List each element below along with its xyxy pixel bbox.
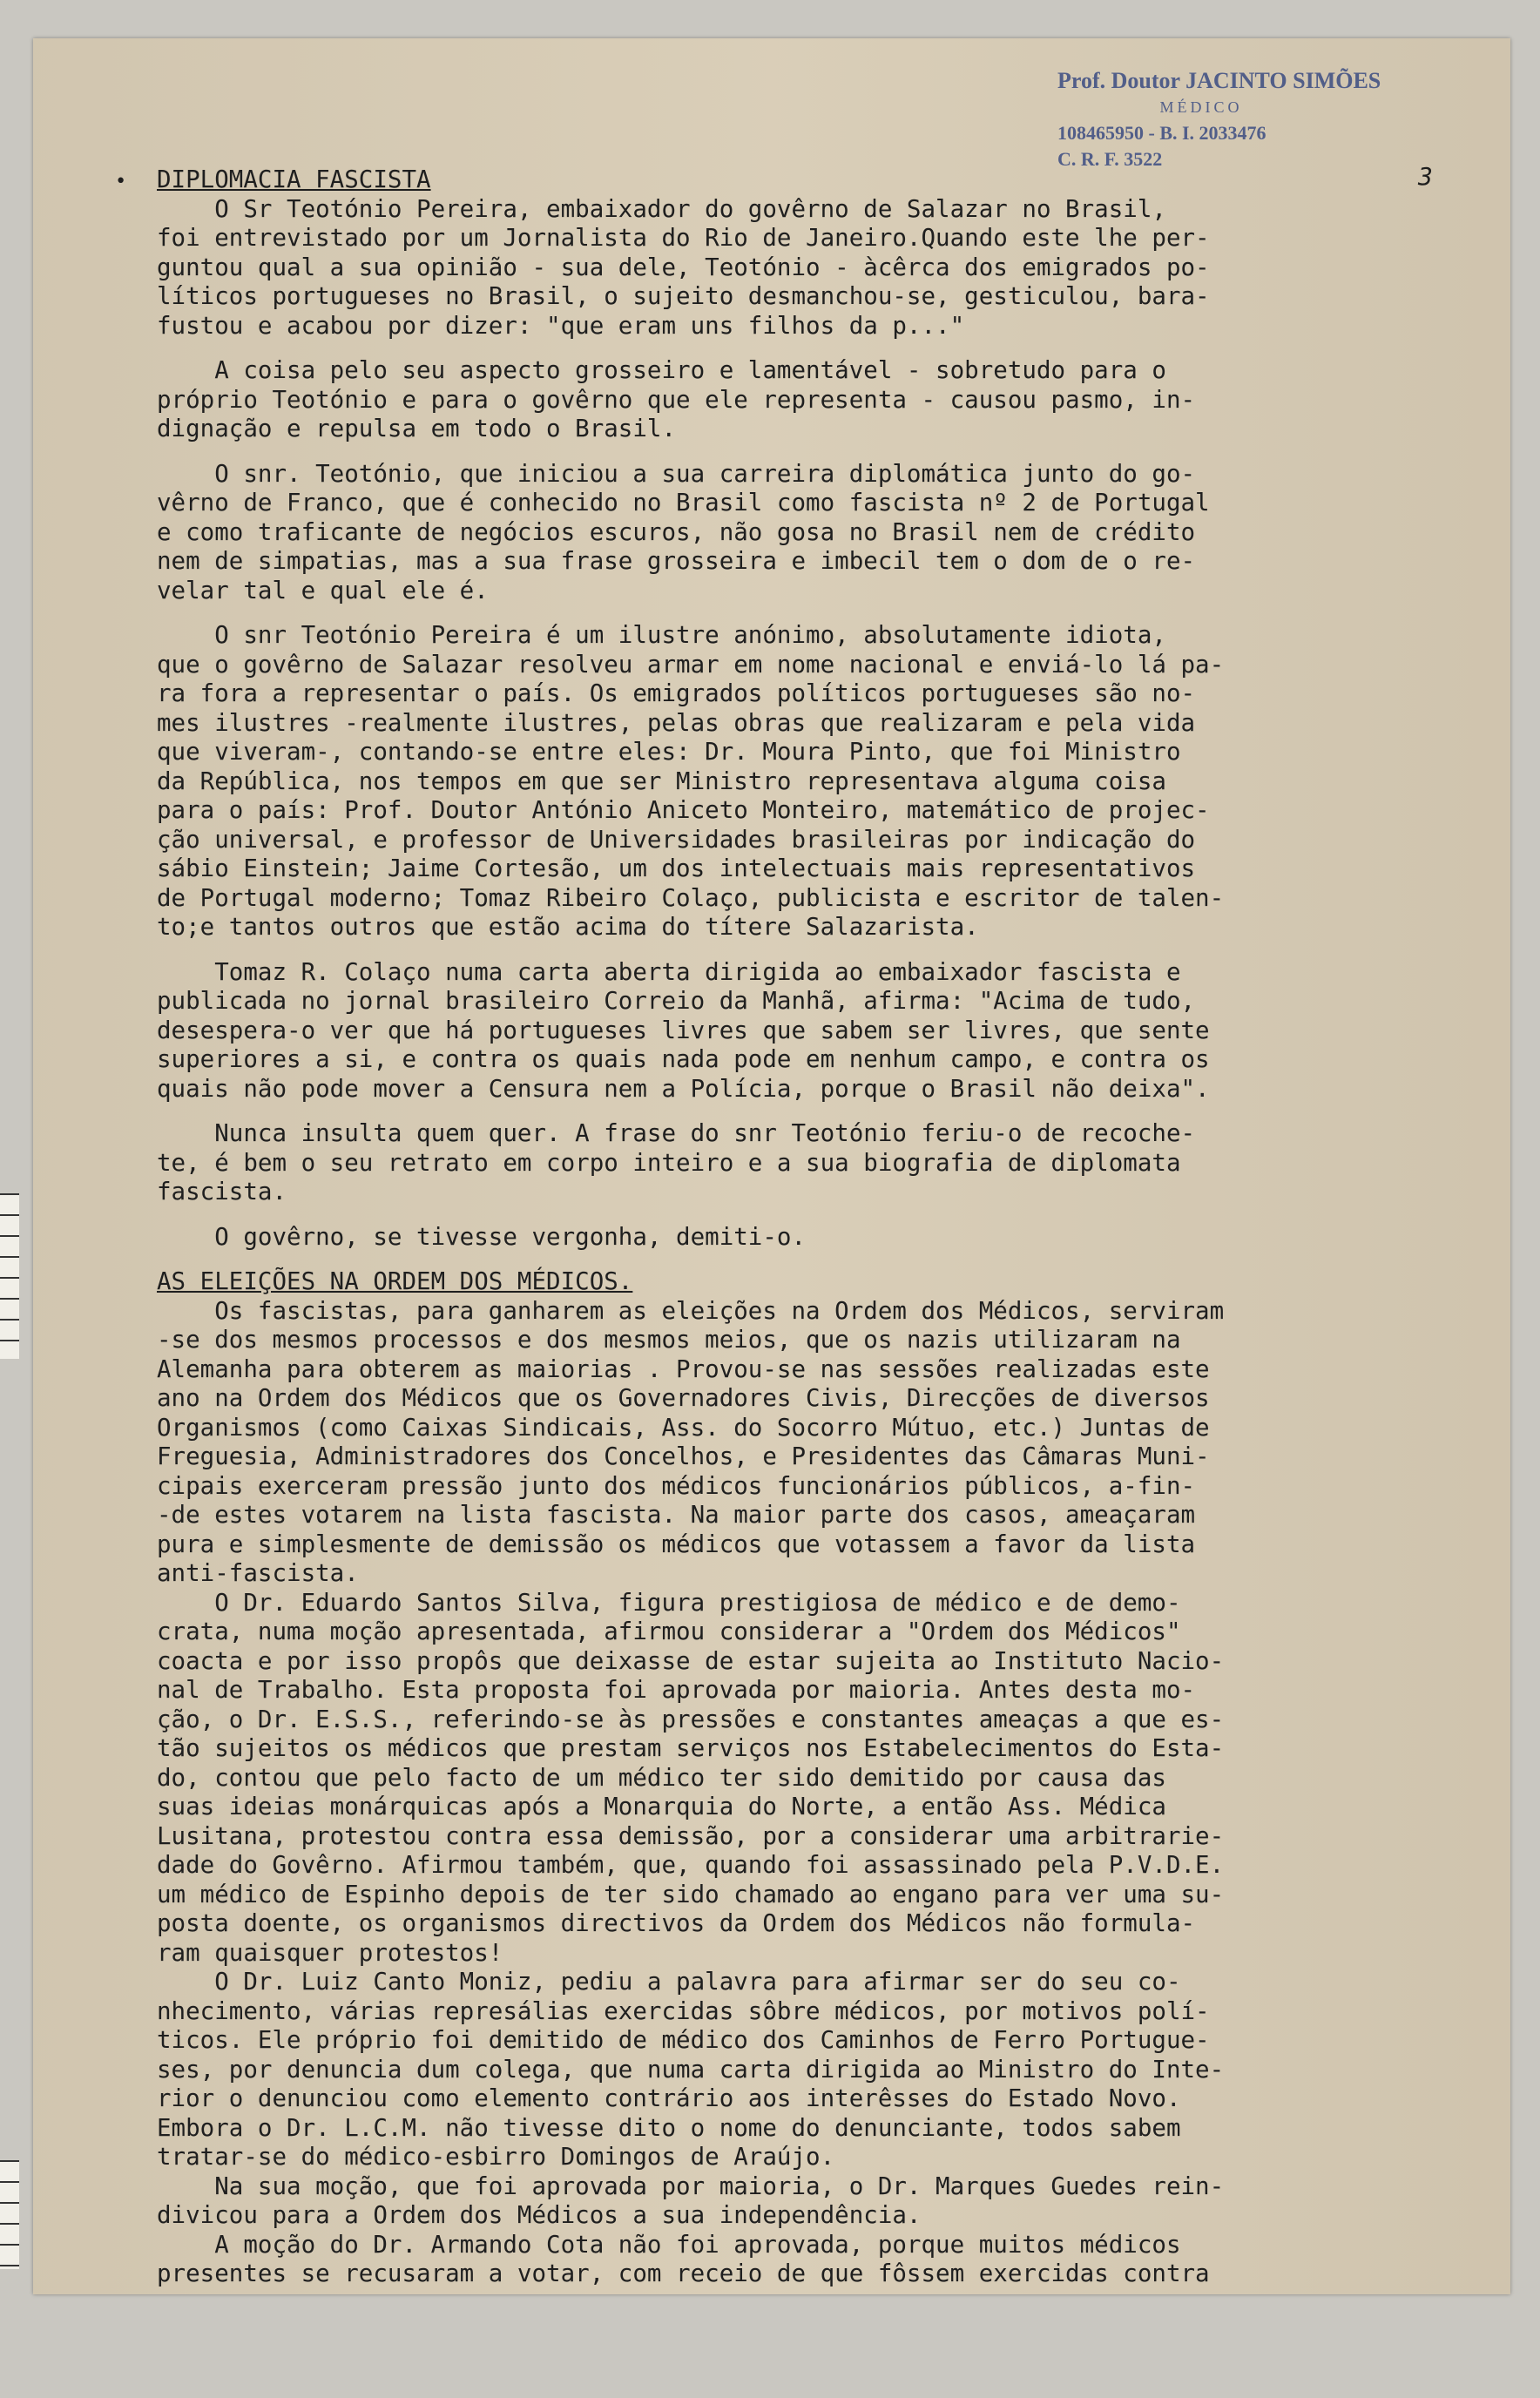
stamp-name: Prof. Doutor JACINTO SIMÕES: [1057, 68, 1381, 93]
page-number: 3: [1418, 162, 1433, 191]
paragraph: Nunca insulta quem quer. A frase do snr Teotónio feriu-o de recoche- te, é bem o seu retrato em corpo inteiro e a sua biografia de diplomata fascista.: [157, 1119, 1196, 1206]
paragraph: O Dr. Luiz Canto Moniz, pediu a palavra para afirmar ser do seu co- nhecimento, várias represálias exercidas sôbre médicos, por motivos polí- ticos. Ele próprio foi demitido de médico dos Caminhos de Ferro Portugue- ses, por denuncia dum colega, que numa carta dirigida ao Ministro do Inte- rior o denunciou como elemento contrário aos interêsses do Estado Novo. Embora o Dr. L.C.M. não tivesse dito o nome do denunciante, todos sabem tratar-se do médico-esbirro Domingos de Araújo.: [157, 1968, 1225, 2171]
paragraph: A coisa pelo seu aspecto grosseiro e lamentável - sobretudo para o próprio Teotónio e para o govêrno que ele representa - causou pasmo, in- dignação e repulsa em todo o Brasil.: [157, 356, 1196, 442]
paragraph: O snr Teotónio Pereira é um ilustre anónimo, absolutamente idiota, que o govêrno de Salazar resolveu armar em nome nacional e enviá-lo lá pa- ra fora a representar o país. Os emigrados políticos portugueses são no- mes ilustres -realmente ilustres, pelas obras que realizaram e pela vida que viveram-, contando-se entre eles: Dr. Moura Pinto, que foi Ministro da República, nos tempos em que ser Ministro representava alguma coisa para o país: Prof. Doutor António Aniceto Monteiro, matemático de projec- ção universal, e professor de Universidades brasileiras por indicação do sábio Einstein; Jaime Cortesão, um dos intelectuais mais representativos de Portugal moderno; Tomaz Ribeiro Colaço, publicista e escritor de talen- to;e tantos outros que estão acima do títere Salazarista.: [157, 621, 1225, 941]
paragraph: A moção do Dr. Armando Cota não foi aprovada, porque muitos médicos presentes se recusaram a votar, com receio de que fôssem exercidas contra: [157, 2230, 1210, 2287]
scale-ruler: [0, 1193, 19, 1359]
section-heading: DIPLOMACIA FASCISTA: [157, 165, 431, 193]
doctor-stamp: [1057, 68, 1381, 172]
paragraph: O govêrno, se tivesse vergonha, demiti-o.: [157, 1222, 807, 1251]
stamp-registration: C. R. F. 3522: [1057, 148, 1163, 170]
section-heading: AS ELEIÇÕES NA ORDEM DOS MÉDICOS.: [157, 1267, 633, 1295]
document-body: [157, 165, 1481, 2289]
paragraph: Tomaz R. Colaço numa carta aberta dirigida ao embaixador fascista e publicada no jornal brasileiro Correio da Manhã, afirma: "Acima de tudo, desespera-o ver que há portugueses livres que sabem ser livres, que sente superiores a si, e contra os quais nada pode em nenhum campo, e contra os quais não pode mover a Censura nem a Polícia, porque o Brasil não deixa".: [157, 957, 1210, 1103]
stamp-id: 108465950 - B. I. 2033476: [1057, 122, 1266, 144]
paragraph: O snr. Teotónio, que iniciou a sua carreira diplomática junto do go- vêrno de Franco, que é conhecido no Brasil como fascista nº 2 de Portugal e como traficante de negócios escuros, não gosa no Brasil nem de crédito nem de simpatias, mas a sua frase grosseira e imbecil tem o dom de o re- velar tal e qual ele é.: [157, 459, 1210, 605]
paragraph: Os fascistas, para ganharem as eleições na Ordem dos Médicos, serviram -se dos mesmos processos e dos mesmos meios, que os nazis utilizaram na Alemanha para obterem as maiorias . Provou-se nas sessões realizadas este ano na Ordem dos Médicos que os Governadores Civis, Direcções de diversos Organismos (como Caixas Sindicais, Ass. do Socorro Mútuo, etc.) Juntas de Freguesia, Administradores dos Concelhos, e Presidentes das Câmaras Muni- cipais exerceram pressão junto dos médicos funcionários públicos, a-fin- -de estes votarem na lista fascista. Na maior parte dos casos, ameaçaram pura e simplesmente de demissão os médicos que votassem a favor da lista anti-fascista.: [157, 1296, 1225, 1587]
paragraph: O Sr Teotónio Pereira, embaixador do govêrno de Salazar no Brasil, foi entrevistado por um Jornalista do Rio de Janeiro.Quando este lhe per- guntou qual a sua opinião - sua dele, Teotónio - àcêrca dos emigrados po- líticos portugueses no Brasil, o sujeito desmanchou-se, gesticulou, bara- fustou e acabou por dizer: "que eram uns filhos da p...": [157, 194, 1210, 340]
stamp-title: MÉDICO: [1159, 98, 1243, 116]
paragraph: Na sua moção, que foi aprovada por maioria, o Dr. Marques Guedes rein- divicou para a Ordem dos Médicos a sua independência.: [157, 2172, 1225, 2229]
margin-mark: •: [115, 171, 127, 193]
scale-ruler: [0, 2160, 19, 2269]
paragraph: O Dr. Eduardo Santos Silva, figura prestigiosa de médico e de demo- crata, numa moção apresentada, afirmou considerar a "Ordem dos Médicos" coacta e por isso propôs que deixasse de estar sujeita ao Instituto Nacio- nal de Trabalho. Esta proposta foi aprovada por maioria. Antes desta mo- ção, o Dr. E.S.S., referindo-se às pressões e constantes ameaças a que es- tão sujeitos os médicos que prestam serviços nos Estabelecimentos do Esta- do, contou que pelo facto de um médico ter sido demitido por causa das suas ideias monárquicas após a Monarquia do Norte, a então Ass. Médica Lusitana, protestou contra essa demissão, por a considerar uma arbitrarie- dade do Govêrno. Afirmou também, que, quando foi assassinado pela P.V.D.E. um médico de Espinho depois de ter sido chamado ao engano para ver uma su- posta doente, os organismos directivos da Ordem dos Médicos não formula- ram quaisquer protestos!: [157, 1588, 1225, 1967]
